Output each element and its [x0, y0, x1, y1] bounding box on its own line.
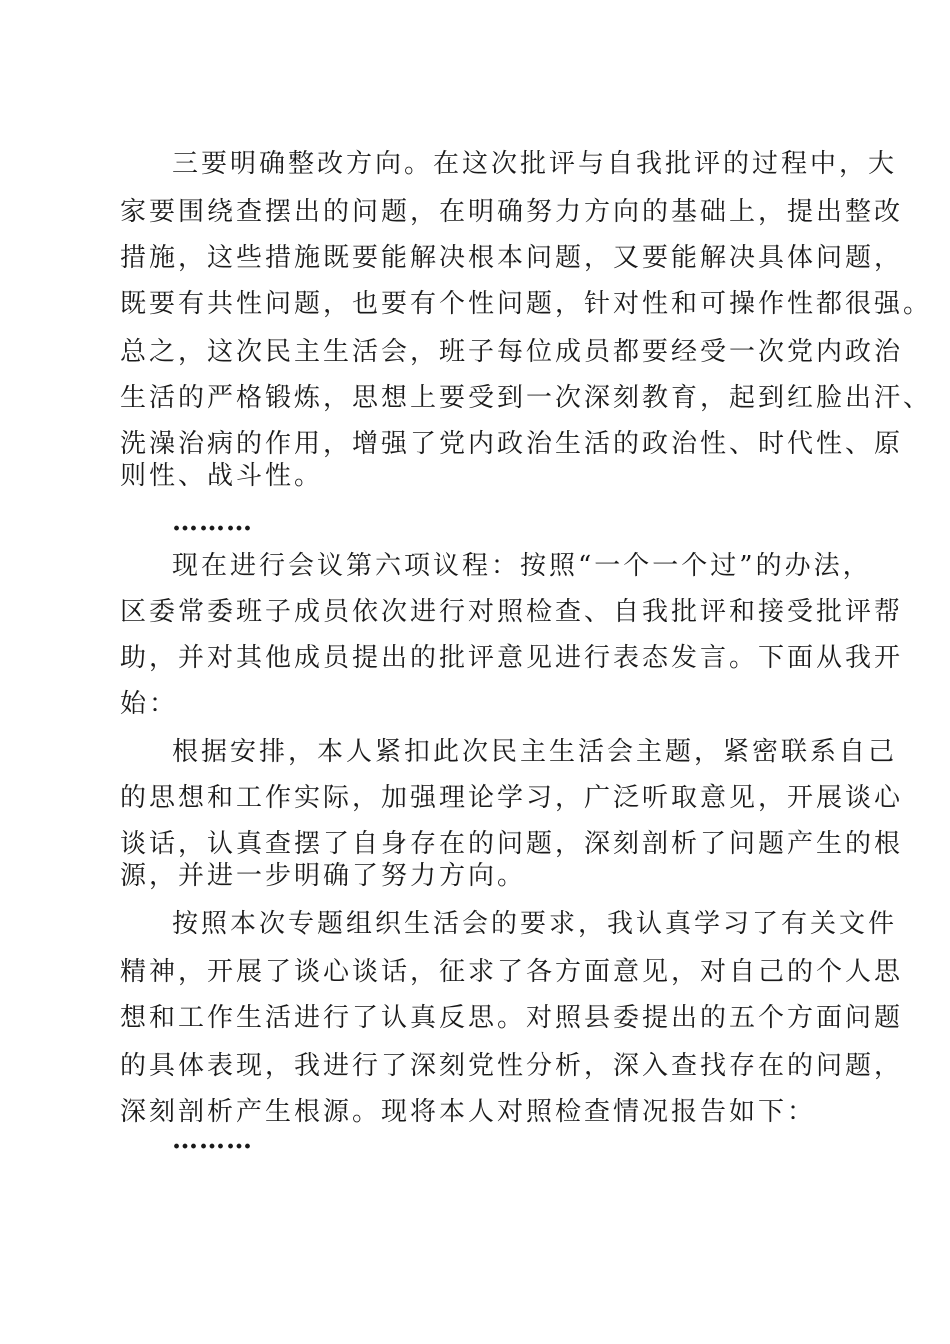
- text-line: 始：: [120, 689, 179, 719]
- text-line: 深刻剖析产生根源。现将本人对照检查情况报告如下：: [120, 1097, 817, 1127]
- text-line: 措施，这些措施既要能解决根本问题，又要能解决具体问题，: [120, 243, 904, 273]
- text-line: 助，并对其他成员提出的批评意见进行表态发言。下面从我开: [120, 643, 904, 673]
- text-line: 的具体表现，我进行了深刻党性分析，深入查找存在的问题，: [120, 1051, 904, 1081]
- text-line: 根据安排，本人紧扣此次民主生活会主题，紧密联系自己: [172, 737, 898, 767]
- text-line: 现在进行会议第六项议程：按照“一个一个过”的办法，: [172, 551, 872, 581]
- text-line: 源，并进一步明确了努力方向。: [120, 861, 527, 891]
- text-line: 谈话，认真查摆了自身存在的问题，深刻剖析了问题产生的根: [120, 829, 904, 859]
- text-line: 想和工作生活进行了认真反思。对照县委提出的五个方面问题: [120, 1003, 904, 1033]
- text-line: 区委常委班子成员依次进行对照检查、自我批评和接受批评帮: [120, 597, 904, 627]
- ellipsis-separator: ………: [172, 507, 253, 537]
- ellipsis-separator: ………: [172, 1125, 253, 1155]
- text-line: 洗澡治病的作用，增强了党内政治生活的政治性、时代性、原: [120, 429, 904, 459]
- text-line: 按照本次专题组织生活会的要求，我认真学习了有关文件: [172, 909, 898, 939]
- text-line: 三要明确整改方向。在这次批评与自我批评的过程中，大: [172, 149, 898, 179]
- text-line: 则性、战斗性。: [120, 461, 324, 491]
- text-line: 家要围绕查摆出的问题，在明确努力方向的基础上，提出整改: [120, 197, 904, 227]
- text-line: 精神，开展了谈心谈话，征求了各方面意见，对自己的个人思: [120, 957, 904, 987]
- text-line: 的思想和工作实际，加强理论学习，广泛听取意见，开展谈心: [120, 783, 904, 813]
- text-line: 总之，这次民主生活会，班子每位成员都要经受一次党内政治: [120, 337, 904, 367]
- text-line: 既要有共性问题，也要有个性问题，针对性和可操作性都很强。: [120, 289, 933, 319]
- text-line: 生活的严格锻炼，思想上要受到一次深刻教育，起到红脸出汗、: [120, 383, 933, 413]
